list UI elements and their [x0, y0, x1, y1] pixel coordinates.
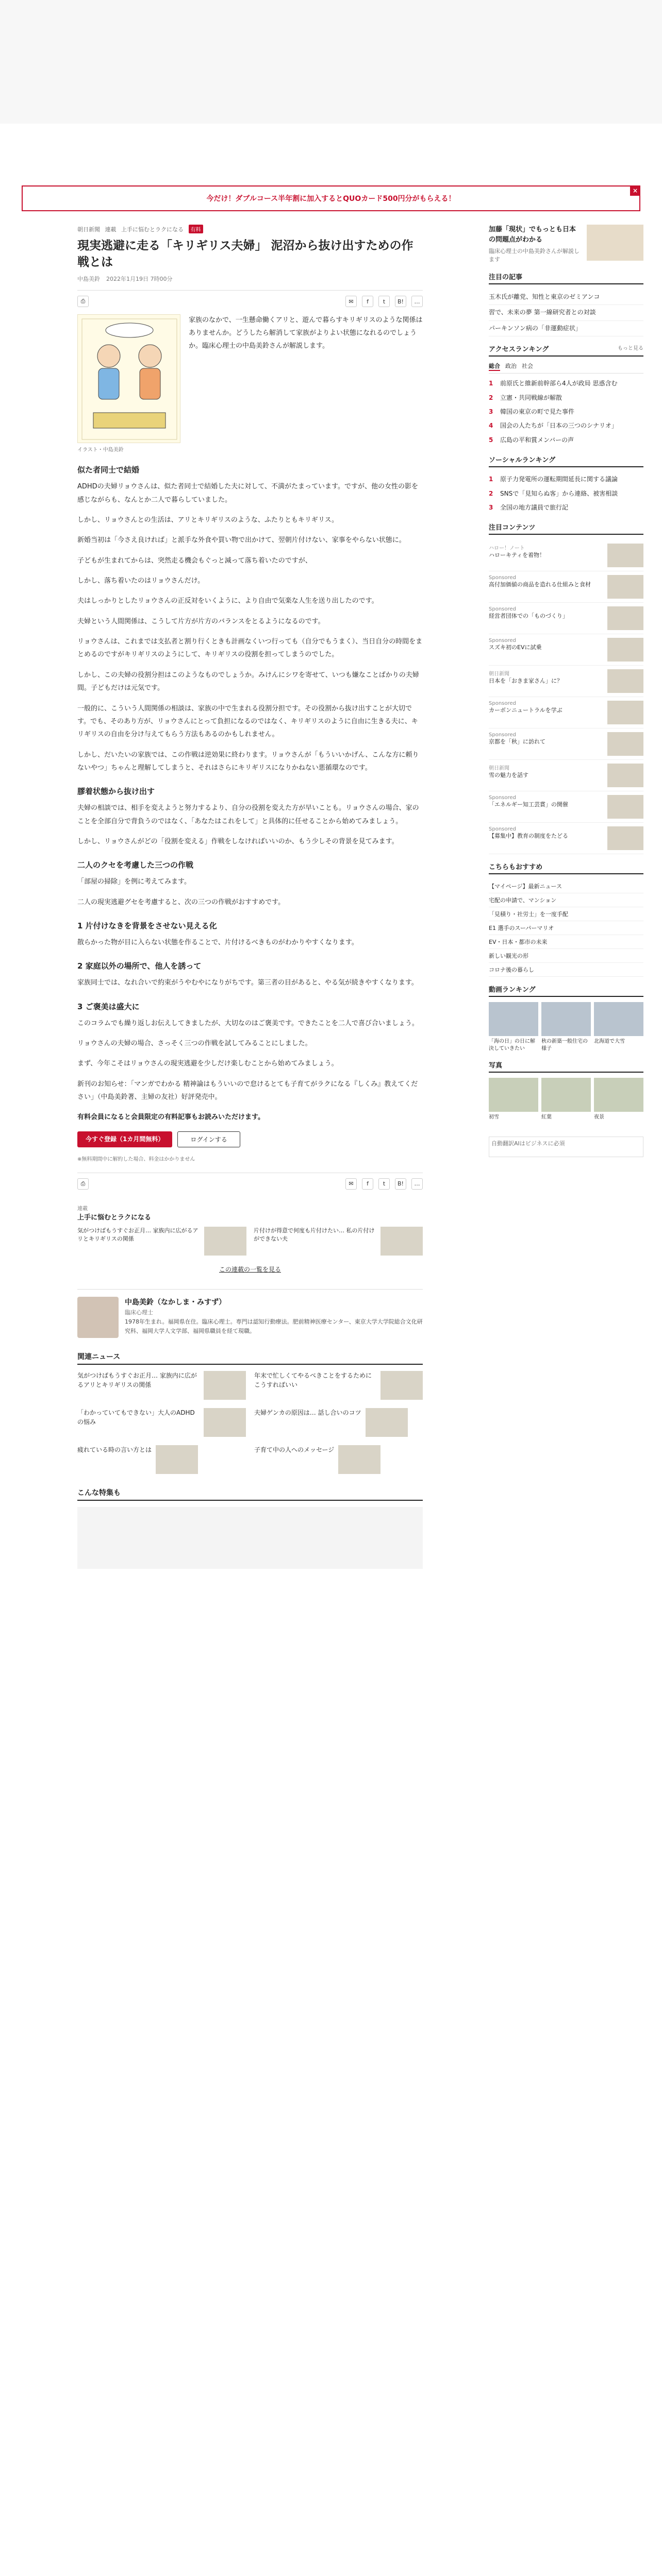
- photo-caption: 夜景: [594, 1114, 604, 1121]
- social-ranking-heading: [489, 454, 643, 467]
- rank-number: 3: [489, 408, 493, 415]
- attention-source: 朝日新聞: [489, 766, 509, 772]
- attention-text: 雪の魅力を話す: [489, 772, 528, 779]
- facebook-icon[interactable]: f: [362, 296, 373, 307]
- social-item[interactable]: [489, 501, 643, 515]
- attention-source: Sponsored: [489, 732, 516, 738]
- video-row: [489, 1002, 643, 1053]
- news-item-text: 気がつけばもうすぐお正月… 家族内に広がるアリとキリギリスの関係: [77, 1371, 197, 1388]
- paragraph: 散らかった物が目に入らない状態を作ることで、片付けるべきものがわかりやすくなります。: [77, 938, 358, 946]
- login-button[interactable]: ログインする: [177, 1131, 240, 1147]
- attention-source: Sponsored: [489, 575, 516, 581]
- series-more-link[interactable]: この連載の一覧を見る: [219, 1265, 281, 1273]
- paragraph: 子どもが生まれてからは、突然走る機会もぐっと減って落ち着いたのですが、: [77, 556, 312, 565]
- sidebar-top-thumbnail: [587, 225, 643, 261]
- mini-item[interactable]: 宅配の申請で、マンション: [489, 893, 643, 907]
- avatar: [77, 1297, 119, 1338]
- rank-number: 1: [489, 380, 493, 387]
- paragraph: 夫婦の相談では、相手を変えようと努力するより、自分の役割を変えた方が早いことも。リョウさんの場合、家のことを全部自分で背負うのではなく、「あなたはこれをして」と具体的に任せることから始めてみましょう。: [77, 804, 419, 825]
- attention-item-body: [489, 795, 568, 819]
- mini-heading: [489, 861, 643, 874]
- attention-thumbnail: [607, 544, 643, 567]
- promo-banner-text: 今だけ！ダブルコース半年割に加入するとQUOカード500円分がもらえる！: [206, 195, 456, 203]
- rank-number: 5: [489, 436, 493, 444]
- facebook-icon[interactable]: f: [362, 1178, 373, 1190]
- author-bio: 1978年生まれ。福岡県在住。臨床心理士。専門は認知行動療法。肥前精神医療センター、東京大学大学院総合文化研究科、福岡大学人文学部、福岡県職員を経て現職。: [125, 1318, 423, 1335]
- ranking-text: 立憲・共同戦線が解散: [500, 394, 562, 401]
- tab-politics[interactable]: 政治: [505, 363, 517, 370]
- article-tools-bottom: [77, 1173, 423, 1190]
- attention-thumbnail: [607, 606, 643, 630]
- twitter-icon[interactable]: t: [378, 296, 390, 307]
- mini-item[interactable]: EV・日本・都市の未来: [489, 935, 643, 949]
- rank-number: 4: [489, 422, 493, 430]
- photo-row: [489, 1078, 643, 1121]
- more-share-icon[interactable]: …: [411, 1178, 423, 1190]
- attention-source: Sponsored: [489, 638, 516, 644]
- attention-item[interactable]: [489, 603, 643, 634]
- paragraph: まず、今年こそはリョウさんの現実逃避を少しだけ楽しむことから始めてみましょう。: [77, 1060, 338, 1068]
- paragraph: リョウさんの夫婦の場合、さっそく三つの作戦を試してみることにしました。: [77, 1039, 312, 1047]
- attention-text: 「エネルギー知工芸賞」の開催: [489, 801, 568, 808]
- news-thumbnail: [204, 1408, 246, 1437]
- photo-title: 写真: [489, 1062, 503, 1070]
- news-item[interactable]: [254, 1371, 423, 1400]
- section-heading: 二人のクセを考慮した三つの作戦: [77, 860, 194, 870]
- attention-item[interactable]: [489, 634, 643, 666]
- breadcrumb-item[interactable]: 連載: [105, 226, 117, 233]
- article-main: [77, 225, 423, 1569]
- print-icon[interactable]: ⎙: [77, 296, 89, 307]
- mini-item[interactable]: 【マイページ】最新ニュース: [489, 879, 643, 893]
- breadcrumb-item[interactable]: 上手に悩むとラクになる: [121, 226, 184, 233]
- attention-item[interactable]: [489, 791, 643, 823]
- ranking-item[interactable]: [489, 419, 643, 433]
- news-thumbnail: [366, 1408, 408, 1437]
- sidebar-top-title: 加藤「現状」でもっとも日本の問題点がわかる: [489, 226, 576, 244]
- mini-item[interactable]: 「見積り・社労士」を一度手配: [489, 907, 643, 921]
- video-thumbnail: [541, 1002, 591, 1036]
- mail-icon[interactable]: ✉: [345, 296, 357, 307]
- paragraph: 家族同士では、なれ合いで約束がうやむやになりがちです。第三者の目があると、やる気が続きやすくなります。: [77, 979, 418, 987]
- paid-badge: 有料: [189, 225, 203, 233]
- video-item[interactable]: [594, 1002, 643, 1053]
- news-item-text: 年末で忙しくてやるべきことをするためにこうすればいい: [254, 1371, 372, 1388]
- video-ranking-heading: [489, 984, 643, 997]
- photo-item[interactable]: [541, 1078, 591, 1121]
- attention-source: Sponsored: [489, 701, 516, 707]
- social-ranking-title: ソーシャルランキング: [489, 456, 556, 465]
- section-heading: 似た者同士で結婚: [77, 465, 140, 475]
- breadcrumb-item[interactable]: 朝日新聞: [77, 226, 100, 233]
- photo-caption: 紅葉: [541, 1114, 552, 1121]
- sidebar-top-card[interactable]: [489, 225, 643, 263]
- news-thumbnail: [338, 1445, 380, 1474]
- attention-thumbnail: [607, 826, 643, 850]
- paragraph: しかし、リョウさんとの生活は、アリとキリギリスのような、ふたりともキリギリス。: [77, 516, 338, 524]
- news-item[interactable]: [77, 1408, 246, 1437]
- attention-source: 朝日新聞: [489, 671, 509, 677]
- hot-heading-text: 注目の記事: [489, 274, 523, 281]
- promo-banner[interactable]: [22, 185, 640, 211]
- mini-item[interactable]: E1 選手のスーパーマリオ: [489, 921, 643, 935]
- twitter-icon[interactable]: t: [378, 1178, 390, 1190]
- attention-thumbnail: [607, 669, 643, 693]
- mini-item[interactable]: 新しい観光の形: [489, 949, 643, 963]
- ranking-item[interactable]: [489, 377, 643, 391]
- paywall-note: 有料会員になると会員限定の有料記事もお読みいただけます。: [77, 1113, 264, 1122]
- paragraph: 夫婦という人間関係は、こうして片方が片方のバランスをとるようになるのです。: [77, 617, 325, 625]
- attention-text: 経営者団体での「ものづくり」: [489, 613, 568, 620]
- attention-item-body: [489, 732, 545, 756]
- paragraph: しかし、だいたいの家族では、この作戦は逆効果に終わります。リョウさんが「もういいかげん、こんな方に頼りないやつ」ちゃんと理解してしまうと、それはさらにキリギリスになりかねない悪循環なのです。: [77, 751, 419, 772]
- news-item[interactable]: [77, 1371, 246, 1400]
- ranking-text: 韓国の東京の町で見た事件: [500, 408, 575, 415]
- author-role: 臨床心理士: [125, 1309, 153, 1316]
- ranking-item[interactable]: [489, 405, 643, 419]
- photo-item[interactable]: [489, 1078, 538, 1121]
- register-button[interactable]: 今すぐ登録（1カ月間無料）: [77, 1131, 172, 1147]
- ranking-text: 国会の人たちが「日本の三つのシナリオ」: [500, 422, 618, 430]
- paragraph: ADHDの夫婦リョウさんは、似た者同士で結婚した夫に対して、不満がたまっています。ですが、他の女性の影を感じながらも、なんとか二人で暮らしていました。: [77, 483, 418, 504]
- hot-heading: [489, 272, 643, 284]
- mail-icon[interactable]: ✉: [345, 1178, 357, 1190]
- attention-thumbnail: [607, 764, 643, 787]
- attention-item[interactable]: [489, 823, 643, 854]
- news-item-text: 「わかっていてもできない」大人のADHDの悩み: [77, 1409, 195, 1426]
- photo-item[interactable]: [594, 1078, 643, 1121]
- ranking-text: 広島の平和賞メンバーの声: [500, 436, 574, 444]
- attention-item-body: [489, 764, 528, 787]
- ranking-text: 前原氏と維新前幹部ら4人が政局 思惑含む: [500, 380, 618, 387]
- breadcrumb: [77, 225, 423, 233]
- paragraph: しかし、この夫婦の役割分担はこのようなものでしょうか。みけんにシワを寄せて、いつも嫌なことばかりの夫婦間。子どもだけは元気です。: [77, 671, 419, 692]
- hatena-bookmark-icon[interactable]: B!: [395, 296, 406, 307]
- series-label: 連載: [77, 1206, 88, 1212]
- attention-list: [489, 540, 643, 854]
- article-illustration: [77, 314, 180, 443]
- hot-item[interactable]: 習で、未来の夢 第一線研究者との対談: [489, 305, 643, 320]
- attention-item[interactable]: [489, 728, 643, 760]
- rank-number: 1: [489, 476, 493, 483]
- paragraph: リョウさんは、これまでは支払者と割り行くときも計画なくいつ行っても（自分でもうまく）、当日自分の時間をまとめるのですがキリギリスのようにして、キリギリスの役割を担ってしまうのでした。: [77, 638, 423, 659]
- attention-item[interactable]: [489, 760, 643, 791]
- attention-item-body: [489, 638, 541, 662]
- sidebar-top-desc: 臨床心理士の中島美鈴さんが解説します: [489, 248, 580, 263]
- rank-number: 2: [489, 489, 493, 497]
- video-thumbnail: [594, 1002, 643, 1036]
- related-thumbnail: [204, 1227, 246, 1256]
- tactic-heading: 2 家庭以外の場所で、他人を誘って: [77, 961, 202, 971]
- attention-item-body: [489, 701, 562, 724]
- social-text: 原子力発電所の運転期間延長に関する議論: [500, 476, 618, 483]
- news-thumbnail: [380, 1371, 423, 1400]
- attention-thumbnail: [607, 575, 643, 599]
- news-thumbnail: [204, 1371, 246, 1400]
- attention-source: Sponsored: [489, 795, 516, 801]
- access-ranking-heading: [489, 344, 643, 357]
- tab-society[interactable]: 社会: [522, 363, 533, 370]
- book-notice: 新刊のお知らせ：「マンガでわかる 精神論はもういいので怠けるとても子育てがラクになる『しくみ』教えてください」（中島美鈴著、主婦の友社）好評発売中。: [77, 1080, 418, 1101]
- video-caption: 「海の日」の日に解決していきたい: [489, 1039, 535, 1052]
- attention-item-body: [489, 575, 591, 599]
- attention-text: カーボンニュートラルを学ぶ: [489, 707, 562, 714]
- social-item[interactable]: [489, 472, 643, 486]
- access-ranking-title: アクセスランキング: [489, 346, 549, 354]
- special-placeholder: [77, 1507, 423, 1569]
- news-item[interactable]: [254, 1408, 423, 1437]
- article-tools: [77, 290, 423, 307]
- attention-text: 【募集中】教育の制度をたどる: [489, 833, 568, 840]
- more-share-icon[interactable]: …: [411, 296, 423, 307]
- paragraph: このコラムでも繰り返しお伝えしてきましたが、大切なのはご褒美です。できたことを二人で喜び合いましょう。: [77, 1019, 419, 1027]
- video-thumbnail: [489, 1002, 538, 1036]
- mini-item[interactable]: コロナ後の暮らし: [489, 963, 643, 977]
- attention-item-body: [489, 826, 568, 850]
- photo-thumbnail: [541, 1078, 591, 1112]
- author-profile-name[interactable]: 中島美鈴（なかしま・みすず）: [125, 1298, 226, 1307]
- attention-source: ハロー！ノート: [489, 546, 525, 552]
- publish-date: 2022年1月19日 7時00分: [106, 276, 173, 283]
- article-title: 現実逃避に走る「キリギリス夫婦」 泥沼から抜け出すための作戦とは: [77, 239, 413, 269]
- photo-caption: 初雪: [489, 1114, 499, 1121]
- access-ranking-more[interactable]: もっと見る: [618, 346, 643, 352]
- special-heading: こんな特集も: [77, 1487, 423, 1501]
- attention-title: 注目コンテンツ: [489, 524, 536, 532]
- paragraph: 一般的に、こういう人間関係の相談は、家族の中で生まれる役割分担です。その役割から抜け出すことが大切です。でも、そのあり方が、リョウさんにとって負担になるのではなく、キリギリスのように自由に生きる夫に、キリギリスの自由を分け与えてもらう方法もあるのかもしれません。: [77, 704, 418, 739]
- pickup-heading: 関連ニュース: [77, 1351, 423, 1365]
- related-item[interactable]: [77, 1227, 246, 1256]
- news-item[interactable]: [77, 1445, 246, 1474]
- article-meta: [77, 275, 423, 283]
- pickup-grid: [77, 1371, 423, 1474]
- attention-thumbnail: [607, 795, 643, 819]
- hot-item[interactable]: パーキンソン病の「非運動症状」: [489, 321, 643, 336]
- related-item-text: 片付けが得意で何度も片付けたい… 私の片付けができない夫: [254, 1227, 375, 1243]
- video-ranking-title: 動画ランキング: [489, 986, 536, 994]
- sidebar-ad[interactable]: [489, 1137, 643, 1157]
- attention-item-body: [489, 606, 568, 630]
- hot-list: [489, 290, 643, 336]
- video-item[interactable]: [489, 1002, 538, 1053]
- video-caption: 秋の新築一般住宅の様子: [541, 1039, 588, 1052]
- attention-source: Sponsored: [489, 606, 516, 613]
- photo-thumbnail: [489, 1078, 538, 1112]
- author-name[interactable]: 中島美鈴: [77, 276, 100, 283]
- attention-text: 京都を「秋」に訪れて: [489, 738, 545, 745]
- social-text: SNSで「見知らぬ客」から連絡、被害相談: [500, 489, 618, 497]
- ranking-item[interactable]: [489, 433, 643, 447]
- rank-number: 2: [489, 394, 493, 401]
- close-icon[interactable]: ×: [630, 185, 640, 196]
- section-heading: 膠着状態から抜け出す: [77, 787, 155, 796]
- photo-thumbnail: [594, 1078, 643, 1112]
- tab-general[interactable]: 総合: [489, 362, 500, 371]
- news-item-text: 子育て中の人へのメッセージ: [254, 1446, 335, 1453]
- illustration-caption: イラスト・中島美鈴: [77, 447, 124, 453]
- related-thumbnail: [380, 1227, 423, 1256]
- news-item-text: 疲れている時の言い方とは: [77, 1446, 152, 1453]
- tactic-heading: 1 片付けなきを背景をさせない見える化: [77, 921, 217, 930]
- news-thumbnail: [156, 1445, 198, 1474]
- paragraph: しかし、リョウさんがどの「役割を変える」作戦をしなければいいのか、もう少しその背景を見てみます。: [77, 837, 399, 845]
- attention-heading: [489, 522, 643, 535]
- related-item[interactable]: [254, 1227, 423, 1256]
- attention-item[interactable]: [489, 697, 643, 728]
- mini-list: [489, 879, 643, 977]
- photo-heading: [489, 1060, 643, 1073]
- paywall-small-note: ※無料期間中に解約した場合、料金はかかりません: [77, 1156, 195, 1162]
- mini-title: こちらもおすすめ: [489, 863, 543, 872]
- paragraph: 夫はしっかりとしたリョウさんの正反対をいくように、より自由で気楽な人生を送り出したのです。: [77, 597, 378, 605]
- news-item[interactable]: [254, 1445, 423, 1474]
- sidebar: [489, 225, 643, 1157]
- hatena-bookmark-icon[interactable]: B!: [395, 1178, 406, 1190]
- paragraph: 新婚当初は「今さえ良ければ」と派手な外食や買い物で出かけて、翌朝片付けない、家事をやらない状態に。: [77, 536, 406, 545]
- series-title[interactable]: 上手に悩むとラクになる: [77, 1213, 152, 1222]
- attention-text: スズキ初のEVに試乗: [489, 644, 542, 651]
- sidebar-ad-text: 自動翻訳AIはビジネスに必須: [491, 1140, 565, 1147]
- attention-thumbnail: [607, 732, 643, 756]
- news-item-text: 夫婦ゲンカの原因は… 話し合いのコツ: [254, 1409, 361, 1416]
- attention-text: ハローキティを着物！: [489, 552, 545, 559]
- paragraph: 二人の現実逃避グセを考慮すると、次の三つの作戦がおすすめです。: [77, 898, 285, 906]
- paragraph: しかし、落ち着いたのはリョウさんだけ。: [77, 577, 205, 585]
- attention-item[interactable]: [489, 666, 643, 697]
- attention-text: 高付加価値の商品を造れる仕組みと食材: [489, 581, 591, 588]
- header-area: [0, 0, 662, 124]
- social-item[interactable]: [489, 487, 643, 501]
- attention-item[interactable]: [489, 540, 643, 571]
- attention-item[interactable]: [489, 571, 643, 603]
- social-text: 全国の地方議員で旅行記: [500, 503, 569, 511]
- related-item-text: 気がつけばもうすぐお正月… 家族内に広がるアリとキリギリスの関係: [77, 1227, 198, 1243]
- series-related: [77, 1204, 423, 1274]
- author-profile: [77, 1289, 423, 1338]
- hot-item[interactable]: 玉木氏が離党、知性と東京のゼミアンコ: [489, 290, 643, 305]
- attention-item-body: [489, 544, 545, 567]
- print-icon[interactable]: ⎙: [77, 1178, 89, 1190]
- paragraph: 「部屋の掃除」を例に考えてみます。: [77, 878, 191, 886]
- rank-number: 3: [489, 503, 493, 511]
- lead-paragraph: 家族のなかで、一生懸命働くアリと、遊んで暮らすキリギリスのような関係はありませんか。どうしたら解消して家族がよりよい状態になれるのでしょうか。臨床心理士の中島美鈴さんが解説します。: [189, 316, 423, 350]
- ranking-item[interactable]: [489, 391, 643, 405]
- video-item[interactable]: [541, 1002, 591, 1053]
- attention-source: Sponsored: [489, 826, 516, 833]
- attention-item-body: [489, 669, 562, 693]
- access-ranking-tabs: [489, 362, 643, 374]
- video-caption: 北海道で大雪: [594, 1039, 625, 1045]
- attention-thumbnail: [607, 701, 643, 724]
- tactic-heading: 3 ご褒美は盛大に: [77, 1002, 140, 1011]
- attention-thumbnail: [607, 638, 643, 662]
- attention-text: 日本を「おきま家さん」に？: [489, 677, 562, 685]
